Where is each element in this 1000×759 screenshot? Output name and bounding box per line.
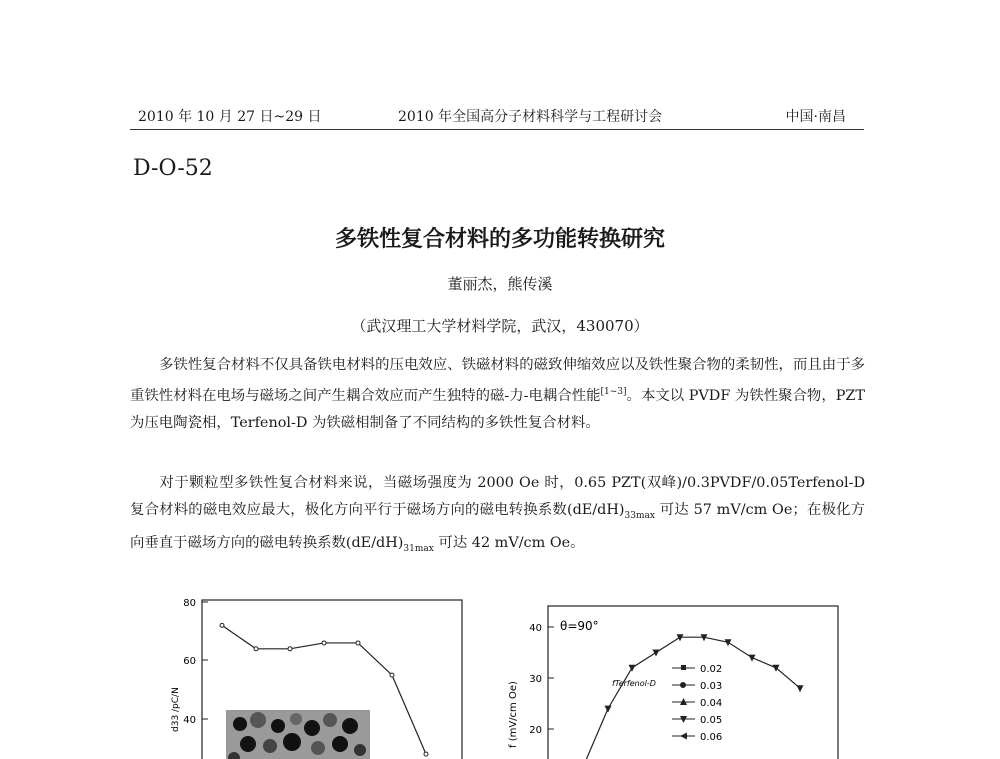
legend-label-2: 0.03 [700,681,723,692]
chart1-tick-label: 60 [183,656,196,667]
legend-label-3: 0.04 [700,698,723,709]
chart2-legend [672,664,722,743]
chart2-series-label: fTerfenol-D [612,679,656,688]
data-point [725,639,732,646]
data-point [390,673,394,677]
p2-text-b: 可达 57 mV/cm Oe；在极化方向垂直于磁场方向的磁电转换系数(dE/dH) [130,502,865,551]
paper-authors: 董丽杰，熊传溪 [447,275,553,293]
legend-label-1: 0.02 [700,664,723,675]
header-conference: 2010 年全国高分子材料科学与工程研讨会 [398,109,663,125]
running-header [130,103,864,130]
p1-reference: [1~3] [600,387,627,397]
chart1-tick-label: 80 [183,598,196,609]
chart2-tick-label: 40 [529,623,542,634]
p2-sub-33: 33max [624,510,655,521]
legend-label-4: 0.05 [700,715,723,726]
data-point [629,665,636,672]
figure-d33-chart [160,592,480,759]
series-line [584,637,800,759]
header-date: 2010 年 10 月 27 日~29 日 [138,109,322,125]
data-point [653,650,660,657]
data-point [424,752,428,756]
data-point [773,665,780,672]
paper-code: D-O-52 [133,156,213,181]
paper-title: 多铁性复合材料的多功能转换研究 [334,227,665,252]
p1-text-b: 。本文以 PVDF 为铁性聚合物，PZT 为压电陶瓷相，Terfenol-D 为铁磁相制备了不同结构的多铁性复合材料。 [130,387,865,431]
data-point [254,647,258,651]
data-point [356,641,360,645]
p2-text-c: 可达 42 mV/cm Oe。 [433,534,585,551]
chart1-ylabel: d33 /pC/N [171,687,181,732]
chart2-tick-label: 20 [529,725,542,736]
figure-me-coefficient-chart [500,598,845,759]
chart2-annotation: θ=90° [560,619,599,633]
chart2-plot [581,634,804,759]
data-point [322,641,326,645]
legend-label-5: 0.06 [700,732,723,743]
data-point [220,623,224,627]
chart1-tick-label: 40 [183,715,196,726]
abstract-paragraph-2 [130,470,865,563]
chart2-tick-label: 30 [529,674,542,685]
p2-sub-31: 31max [403,543,434,554]
abstract-paragraph-1 [130,352,865,437]
chart1-inset-micrograph [226,710,370,759]
chart2-ylabel: f (mV/cm Oe) [508,681,519,748]
data-point [605,706,612,713]
header-location: 中国·南昌 [785,109,846,125]
p1-text-a: 多铁性复合材料不仅具备铁电材料的压电效应、铁磁材料的磁致伸缩效应以及铁性聚合物的柔韧性，而且由于多重铁性材料在电场与磁场之间产生耦合效应而产生独特的磁-力-电耦合性能 [130,357,865,404]
data-point [288,647,292,651]
p2-text-a: 对于颗粒型多铁性复合材料来说，当磁场强度为 2000 Oe 时，0.65 PZT(双峰)/0.3PVDF/0.05Terfenol-D 复合材料的磁电效应最大，极化方向平行于磁场方向的磁电转换系数(dE/dH) [130,475,865,518]
data-point [797,685,804,692]
paper-affiliation: （武汉理工大学材料学院，武汉，430070） [351,317,649,335]
